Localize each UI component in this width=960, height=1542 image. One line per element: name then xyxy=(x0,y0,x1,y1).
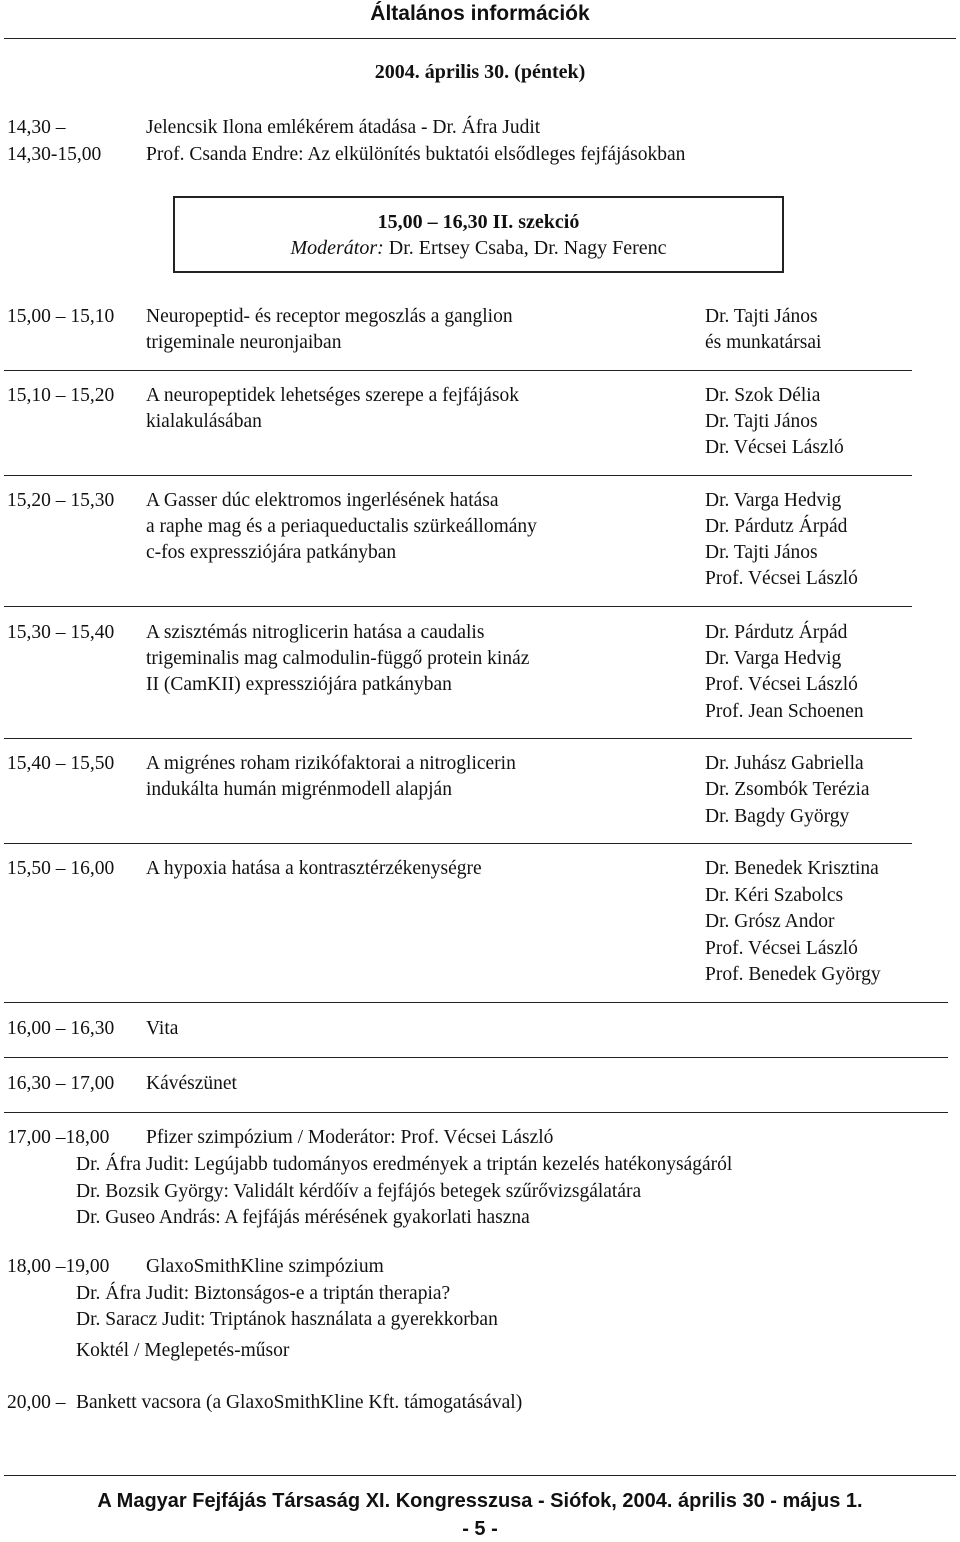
pfizer-item: Dr. Bozsik György: Validált kérdőív a fejfájós betegek szűrővizsgálatára xyxy=(76,1181,642,1202)
talk-author: Dr. Varga Hedvig xyxy=(705,648,842,669)
talk-time: 15,00 – 15,10 xyxy=(7,306,115,327)
talk-author: Dr. Grósz Andor xyxy=(705,911,835,932)
talk-author: Dr. Vécsei László xyxy=(705,437,844,458)
pfizer-item: Dr. Guseo András: A fejfájás mérésének gyakorlati haszna xyxy=(76,1207,530,1228)
talk-author: Dr. Varga Hedvig xyxy=(705,490,842,511)
talk-author: Prof. Jean Schoenen xyxy=(705,701,864,722)
talk-title-line: Neuropeptid- és receptor megoszlás a ganglion xyxy=(146,306,513,327)
talk-author: Prof. Benedek György xyxy=(705,964,881,985)
talk-author: Dr. Zsombók Terézia xyxy=(705,779,870,800)
footer-congress: A Magyar Fejfájás Társaság XI. Kongresszusa - Siófok, 2004. április 30 - május 1. xyxy=(97,1490,863,1512)
break-separator xyxy=(4,1112,948,1113)
moderator-names: Dr. Ertsey Csaba, Dr. Nagy Ferenc xyxy=(383,237,667,259)
talk-separator xyxy=(4,475,912,476)
talk-author: Dr. Párdutz Árpád xyxy=(705,622,848,643)
talk-title-line: trigeminale neuronjaiban xyxy=(146,332,342,353)
talk-author: Dr. Kéri Szabolcs xyxy=(705,885,844,906)
section-box xyxy=(173,196,784,273)
pfizer-item: Dr. Áfra Judit: Legújabb tudományos eredmények a triptán kezelés hatékonyságáról xyxy=(76,1154,733,1175)
talk-author: Dr. Tajti János xyxy=(705,542,818,563)
break-time: 16,30 – 17,00 xyxy=(7,1073,115,1094)
footer-rule xyxy=(4,1475,956,1476)
talk-time: 15,20 – 15,30 xyxy=(7,490,115,511)
header-rule xyxy=(4,38,956,39)
pfizer-time: 17,00 –18,00 xyxy=(7,1127,110,1148)
talk-separator xyxy=(4,843,912,844)
vita-text: Vita xyxy=(146,1018,179,1039)
dinner-text: Bankett vacsora (a GlaxoSmithKline Kft. támogatásával) xyxy=(76,1392,523,1413)
talk-title-line: trigeminalis mag calmodulin-függő protein kináz xyxy=(146,648,530,669)
talk-time: 15,10 – 15,20 xyxy=(7,385,115,406)
section-moderators xyxy=(175,237,782,260)
talk-author: Dr. Juhász Gabriella xyxy=(705,753,864,774)
break-text: Kávészünet xyxy=(146,1073,237,1094)
talk-time: 15,40 – 15,50 xyxy=(7,753,115,774)
talk-author: Dr. Tajti János xyxy=(705,306,818,327)
talk-separator xyxy=(4,738,912,739)
opening-time-1: 14,30 – xyxy=(7,117,66,138)
talk-title-line: A hypoxia hatása a kontrasztérzékenységre xyxy=(146,858,482,879)
talk-title-line: II (CamKII) expressziójára patkányban xyxy=(146,674,452,695)
talk-author: Dr. Benedek Krisztina xyxy=(705,858,879,879)
section-title: 15,00 – 16,30 II. szekció xyxy=(377,211,580,233)
talk-title-line: c-fos expressziójára patkányban xyxy=(146,542,397,563)
talk-author: Dr. Tajti János xyxy=(705,411,818,432)
vita-separator xyxy=(4,1057,948,1058)
page-number: - 5 - xyxy=(462,1518,498,1540)
talk-separator xyxy=(4,1002,948,1003)
talk-separator xyxy=(4,370,912,371)
talk-title-line: A migrénes roham rizikófaktorai a nitroglicerin xyxy=(146,753,516,774)
talk-title-line: kialakulásában xyxy=(146,411,262,432)
opening-time-2: 14,30-15,00 xyxy=(7,144,102,165)
talk-time: 15,30 – 15,40 xyxy=(7,622,115,643)
moderator-label: Moderátor: xyxy=(290,237,384,259)
talk-author: Prof. Vécsei László xyxy=(705,674,858,695)
vita-time: 16,00 – 16,30 xyxy=(7,1018,115,1039)
page-header-title: Általános információk xyxy=(370,2,590,25)
talk-title-line: A neuropeptidek lehetséges szerepe a fejfájások xyxy=(146,385,520,406)
program-date: 2004. április 30. (péntek) xyxy=(374,61,586,83)
talk-author: Prof. Vécsei László xyxy=(705,938,858,959)
pfizer-title: Pfizer szimpózium / Moderátor: Prof. Vécsei László xyxy=(146,1127,554,1148)
talk-author: Prof. Vécsei László xyxy=(705,568,858,589)
opening-text-1: Jelencsik Ilona emlékérem átadása - Dr. Áfra Judit xyxy=(146,117,541,138)
gsk-title: GlaxoSmithKline szimpózium xyxy=(146,1256,384,1277)
talk-title-line: indukálta humán migrénmodell alapján xyxy=(146,779,452,800)
opening-text-2: Prof. Csanda Endre: Az elkülönítés buktatói elsődleges fejfájásokban xyxy=(146,144,686,165)
gsk-cocktail: Koktél / Meglepetés-műsor xyxy=(76,1340,290,1361)
gsk-item: Dr. Saracz Judit: Triptánok használata a gyerekkorban xyxy=(76,1309,498,1330)
dinner-time: 20,00 – xyxy=(7,1392,66,1413)
talk-title-line: A Gasser dúc elektromos ingerlésének hatása xyxy=(146,490,499,511)
talk-author: Dr. Párdutz Árpád xyxy=(705,516,848,537)
talk-time: 15,50 – 16,00 xyxy=(7,858,115,879)
gsk-time: 18,00 –19,00 xyxy=(7,1256,110,1277)
talk-separator xyxy=(4,606,912,607)
talk-title-line: A szisztémás nitroglicerin hatása a caudalis xyxy=(146,622,485,643)
talk-author: Dr. Bagdy György xyxy=(705,806,850,827)
talk-author: Dr. Szok Délia xyxy=(705,385,821,406)
gsk-item: Dr. Áfra Judit: Biztonságos-e a triptán therapia? xyxy=(76,1283,451,1304)
talk-author: és munkatársai xyxy=(705,332,822,353)
talk-title-line: a raphe mag és a periaqueductalis szürkeállomány xyxy=(146,516,537,537)
